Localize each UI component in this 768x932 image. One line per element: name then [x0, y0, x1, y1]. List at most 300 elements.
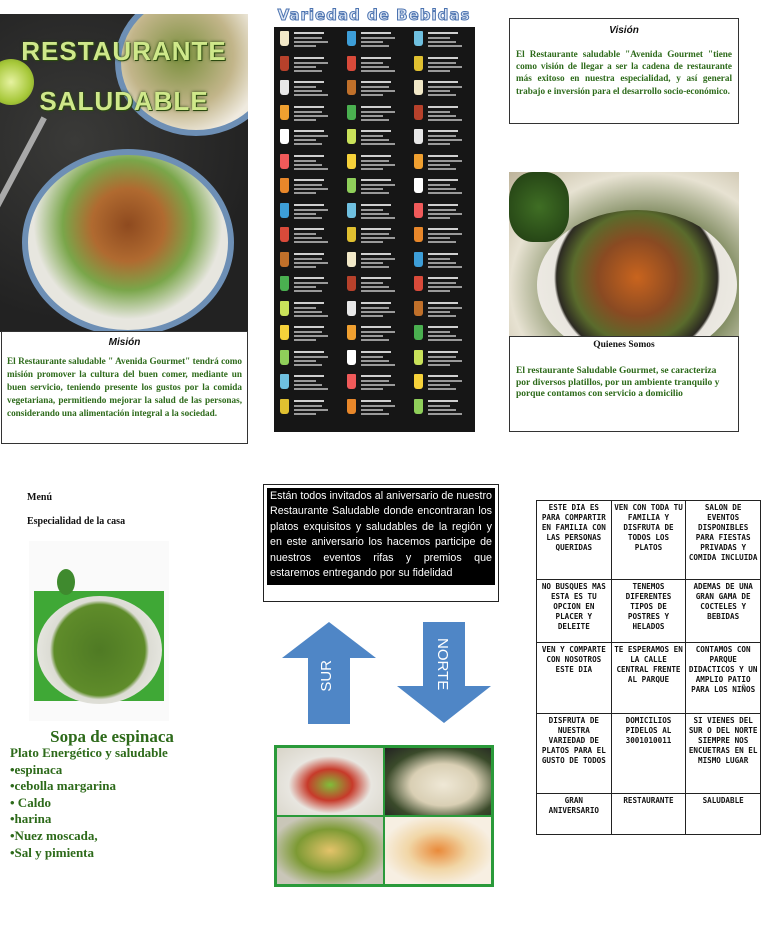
drink-text-line [428, 160, 462, 162]
bowl-top-image [115, 14, 248, 136]
drink-text-line [361, 356, 383, 358]
drink-text-line [294, 90, 322, 92]
stew-bowl-image [537, 210, 737, 337]
drink-glass-icon [414, 301, 423, 316]
drink-text-line [428, 290, 450, 292]
drink-text-line [428, 90, 450, 92]
quienes-title: Quienes Somos [593, 340, 655, 350]
drink-item [408, 248, 475, 273]
drink-glass-icon [347, 56, 356, 71]
drink-text-line [428, 143, 450, 145]
drink-text-line [428, 237, 450, 239]
ingredient-item: •harina [10, 811, 52, 827]
drink-glass-icon [280, 56, 289, 71]
drink-text-line [361, 405, 395, 407]
drink-text-line [361, 168, 383, 170]
drink-text-line [428, 241, 456, 243]
drink-text-line [428, 41, 456, 43]
drink-text-line [428, 266, 462, 268]
drink-text-line [294, 155, 324, 157]
drink-text-line [361, 409, 383, 411]
drink-glass-icon [280, 178, 289, 193]
drink-text-line [361, 217, 395, 219]
drink-text-line [361, 130, 391, 132]
drink-text-line [428, 356, 456, 358]
drink-text-line [294, 233, 316, 235]
drink-item [274, 199, 341, 224]
drink-glass-icon [414, 203, 423, 218]
drink-text-line [361, 400, 391, 402]
drink-text-line [294, 32, 324, 34]
drink-item [274, 76, 341, 101]
drink-text-line [428, 62, 456, 64]
drink-text-line [294, 130, 324, 132]
drink-item [408, 395, 475, 420]
drink-text-line [428, 413, 462, 415]
drink-text-line [294, 192, 316, 194]
drink-text-line [294, 62, 328, 64]
drink-item [408, 52, 475, 77]
drink-text-line [294, 86, 316, 88]
drink-text-line [294, 375, 324, 377]
drink-glass-icon [280, 276, 289, 291]
drink-item [408, 272, 475, 297]
drink-text-line [361, 228, 391, 230]
drink-glass-icon [414, 178, 423, 193]
drink-item [341, 125, 408, 150]
menu-label: Menú [27, 492, 52, 503]
drink-text-line [294, 290, 322, 292]
drinks-column-1 [274, 27, 341, 419]
drink-item [408, 223, 475, 248]
drink-text-line [361, 237, 395, 239]
drink-text-line [294, 335, 328, 337]
drink-item [274, 223, 341, 248]
drink-glass-icon [280, 105, 289, 120]
drink-glass-icon [414, 399, 423, 414]
drink-text-line [428, 388, 456, 390]
drink-text-line [361, 380, 389, 382]
drink-text-line [294, 66, 316, 68]
table-cell: SI VIENES DEL SUR O DEL NORTE SIEMPRE NOS ENCUETRAS EN EL MISMO LUGAR [686, 714, 761, 794]
drink-text-line [361, 384, 395, 386]
soup-bowl-image [37, 596, 162, 704]
drink-text-line [294, 217, 322, 219]
drink-text-line [428, 315, 456, 317]
drinks-menu-image [274, 27, 475, 432]
drink-text-line [294, 143, 322, 145]
drink-text-line [361, 86, 389, 88]
drink-text-line [361, 32, 391, 34]
table-cell: NO BUSQUES MAS ESTA ES TU OPCION EN PLACER Y DELEITE [537, 580, 612, 643]
drink-text-line [294, 164, 322, 166]
table-cell: DISFRUTA DE NUESTRA VARIEDAD DE PLATOS PARA EL GUSTO DE TODOS [537, 714, 612, 794]
drink-text-line [428, 70, 450, 72]
drink-text-line [361, 37, 395, 39]
drink-item [274, 370, 341, 395]
bebidas-title: Variedad de Bebidas [277, 6, 471, 24]
table-cell: VEN CON TODA TU FAMILIA Y DISFRUTA DE TODOS LOS PLATOS [611, 501, 686, 580]
drink-text-line [361, 331, 395, 333]
drink-text-line [428, 282, 456, 284]
drink-text-line [428, 209, 456, 211]
drink-glass-icon [280, 252, 289, 267]
bowl-chicken-image [22, 149, 234, 332]
drink-item [341, 321, 408, 346]
drink-glass-icon [280, 227, 289, 242]
drink-text-line [361, 209, 383, 211]
drink-text-line [428, 326, 458, 328]
table-cell: VEN Y COMPARTE CON NOSOTROS ESTE DIA [537, 643, 612, 714]
drink-text-line [428, 81, 458, 83]
drink-glass-icon [280, 374, 289, 389]
drink-text-line [428, 106, 458, 108]
drink-text-line [294, 57, 324, 59]
drink-text-line [428, 139, 462, 141]
drink-text-line [294, 364, 322, 366]
drink-text-line [294, 160, 316, 162]
vision-box [509, 18, 739, 124]
drink-text-line [361, 360, 389, 362]
drink-glass-icon [347, 31, 356, 46]
greens-image [509, 172, 569, 242]
drink-text-line [294, 400, 324, 402]
drink-text-line [361, 241, 383, 243]
drink-item [341, 76, 408, 101]
drink-item [341, 52, 408, 77]
info-table [536, 500, 761, 835]
drink-text-line [361, 119, 389, 121]
drink-text-line [294, 253, 324, 255]
drink-text-line [428, 307, 462, 309]
drink-text-line [294, 115, 328, 117]
drink-text-line [294, 413, 316, 415]
table-cell: RESTAURANTE [611, 794, 686, 835]
drink-text-line [428, 135, 456, 137]
drink-text-line [361, 155, 391, 157]
table-cell: SALON DE EVENTOS DISPONIBLES PARA FIESTAS PRIVADAS Y COMIDA INCLUIDA [686, 501, 761, 580]
drink-glass-icon [347, 227, 356, 242]
drink-text-line [294, 179, 324, 181]
drink-text-line [428, 258, 450, 260]
drink-glass-icon [347, 80, 356, 95]
drink-text-line [361, 302, 391, 304]
drink-text-line [294, 41, 328, 43]
drink-item [341, 223, 408, 248]
drink-text-line [294, 168, 328, 170]
drink-item [408, 150, 475, 175]
drink-text-line [428, 179, 458, 181]
drink-text-line [361, 253, 391, 255]
drink-text-line [428, 168, 456, 170]
drink-text-line [428, 331, 450, 333]
drink-text-line [361, 192, 389, 194]
drink-text-line [428, 192, 462, 194]
drink-text-line [294, 237, 322, 239]
drink-glass-icon [280, 154, 289, 169]
table-cell: ADEMAS DE UNA GRAN GAMA DE COCTELES Y BEBIDAS [686, 580, 761, 643]
quienes-box [509, 336, 739, 432]
drink-text-line [294, 311, 322, 313]
arrow-left-label: SUR [318, 660, 335, 692]
drink-text-line [361, 388, 383, 390]
drink-text-line [428, 155, 458, 157]
hero-title-line1: RESTAURANTE [21, 36, 227, 66]
drink-text-line [361, 311, 395, 313]
drink-text-line [294, 184, 322, 186]
drink-text-line [361, 184, 395, 186]
drink-text-line [361, 233, 389, 235]
drink-item [341, 248, 408, 273]
ingredient-item: •espinaca [10, 761, 63, 777]
drink-text-line [294, 307, 316, 309]
vegetable-stew-photo [509, 172, 739, 337]
drink-glass-icon [280, 301, 289, 316]
drink-text-line [361, 179, 391, 181]
drink-text-line [294, 204, 324, 206]
drink-glass-icon [414, 105, 423, 120]
drink-text-line [361, 262, 383, 264]
vision-title: Visión [609, 25, 639, 36]
drink-text-line [428, 405, 450, 407]
drink-text-line [428, 115, 456, 117]
drink-text-line [428, 277, 458, 279]
drink-item [408, 174, 475, 199]
drink-glass-icon [347, 154, 356, 169]
drink-text-line [361, 277, 391, 279]
stuffed-pepper-photo [277, 817, 383, 884]
drink-text-line [428, 339, 462, 341]
food-photo-grid [274, 745, 494, 887]
drink-text-line [294, 119, 316, 121]
drink-glass-icon [414, 154, 423, 169]
drink-text-line [361, 290, 395, 292]
drink-text-line [428, 400, 458, 402]
drink-text-line [294, 277, 324, 279]
table-cell: GRAN ANIVERSARIO [537, 794, 612, 835]
drink-text-line [361, 266, 389, 268]
drink-text-line [361, 413, 389, 415]
drink-text-line [428, 37, 450, 39]
drink-text-line [294, 188, 328, 190]
drink-text-line [428, 364, 450, 366]
mision-title: Misión [108, 337, 141, 348]
drink-text-line [294, 326, 324, 328]
drink-glass-icon [414, 31, 423, 46]
drink-text-line [294, 81, 324, 83]
drink-text-line [294, 302, 324, 304]
drink-item [274, 346, 341, 371]
drink-text-line [428, 351, 458, 353]
drink-text-line [361, 213, 389, 215]
drink-text-line [361, 335, 383, 337]
drink-text-line [361, 111, 395, 113]
drink-item [408, 199, 475, 224]
drink-item [341, 370, 408, 395]
drink-text-line [428, 233, 462, 235]
drink-text-line [428, 164, 450, 166]
drink-text-line [361, 115, 383, 117]
drink-text-line [361, 286, 389, 288]
dish-title: Sopa de espinaca [50, 727, 174, 746]
drink-text-line [428, 375, 458, 377]
drink-text-line [294, 409, 328, 411]
drink-text-line [428, 57, 458, 59]
drink-text-line [428, 335, 456, 337]
mision-text: El Restaurante saludable " Avenida Gourmet" tendrá como misión promover la cultura del buen comer, mediante un buen servicio, teniendo presente los gustos por la comida vegetariana, permitiendo mejorar la salud de las personas, considerando una alimentación integral a la sociedad. [7, 356, 242, 418]
drink-text-line [361, 339, 389, 341]
table-cell: SALUDABLE [686, 794, 761, 835]
drink-text-line [361, 375, 391, 377]
drink-text-line [361, 66, 389, 68]
drink-item [274, 125, 341, 150]
drink-text-line [428, 111, 450, 113]
table-cell: TE ESPERAMOS EN LA CALLE CENTRAL FRENTE AL PARQUE [611, 643, 686, 714]
drink-text-line [294, 384, 322, 386]
salad-photo [277, 748, 383, 815]
drink-text-line [294, 106, 324, 108]
drink-text-line [294, 266, 316, 268]
drink-item [274, 150, 341, 175]
drink-text-line [294, 356, 328, 358]
hero-food-photo [0, 14, 248, 332]
drink-glass-icon [347, 178, 356, 193]
mision-box [1, 331, 248, 444]
drink-text-line [294, 241, 328, 243]
drink-text-line [294, 282, 328, 284]
drink-text-line [428, 204, 458, 206]
drink-text-line [294, 45, 316, 47]
ingredient-item: •Sal y pimienta [10, 844, 95, 860]
drink-item [274, 174, 341, 199]
drink-glass-icon [280, 31, 289, 46]
carrot-cake-photo [385, 817, 491, 884]
drink-glass-icon [280, 399, 289, 414]
drink-text-line [294, 339, 316, 341]
drink-text-line [428, 86, 462, 88]
drink-text-line [361, 351, 391, 353]
drink-text-line [294, 139, 316, 141]
drink-text-line [428, 380, 462, 382]
drink-text-line [361, 282, 383, 284]
drink-glass-icon [414, 350, 423, 365]
drink-glass-icon [414, 227, 423, 242]
drink-text-line [428, 217, 450, 219]
drink-text-line [361, 62, 383, 64]
drink-text-line [294, 262, 328, 264]
drink-text-line [361, 90, 395, 92]
drink-glass-icon [414, 374, 423, 389]
table-cell: ESTE DIA ES PARA COMPARTIR EN FAMILIA CON LAS PERSONAS QUERIDAS [537, 501, 612, 580]
drink-glass-icon [414, 80, 423, 95]
drink-text-line [361, 70, 395, 72]
drink-text-line [428, 360, 462, 362]
drink-text-line [294, 209, 328, 211]
drink-text-line [428, 302, 458, 304]
table-cell: CONTAMOS CON PARQUE DIDACTICOS Y UN AMPLIO PATIO PARA LOS NIÑOS [686, 643, 761, 714]
dish-subtitle: Plato Energético y saludable [10, 745, 168, 760]
invitation-text: Están todos invitados al aniversario de nuestro Restaurante Saludable donde encontraran los platos exquisitos y saludables de la región y en este aniversario los hacemos participe de nuestros eventos rifas y premios que estaremos entregando por su fidelidad [267, 488, 495, 585]
drink-glass-icon [280, 350, 289, 365]
drink-glass-icon [347, 399, 356, 414]
quienes-text: El restaurante Saludable Gourmet, se caracteriza por diversos platillos, por un ambiente tranquilo y porque contamos con servicio a domicilio [516, 366, 720, 400]
drink-text-line [294, 135, 328, 137]
drink-text-line [294, 228, 324, 230]
ingredient-item: • Caldo [10, 794, 52, 810]
ingredients-list [10, 745, 240, 861]
drink-glass-icon [280, 80, 289, 95]
drink-item [408, 370, 475, 395]
drink-text-line [428, 119, 462, 121]
drink-text-line [428, 66, 462, 68]
drink-glass-icon [347, 350, 356, 365]
drink-text-line [361, 164, 395, 166]
drink-glass-icon [414, 325, 423, 340]
drink-glass-icon [280, 325, 289, 340]
drink-text-line [361, 81, 391, 83]
drink-item [341, 174, 408, 199]
drink-text-line [361, 364, 395, 366]
drink-text-line [294, 380, 316, 382]
drink-text-line [294, 94, 328, 96]
drink-text-line [361, 135, 383, 137]
drink-item [274, 52, 341, 77]
drink-text-line [361, 204, 391, 206]
invitation-box [263, 484, 499, 602]
drink-text-line [428, 253, 458, 255]
drink-item [274, 101, 341, 126]
drinks-column-2 [341, 27, 408, 419]
drink-text-line [361, 41, 383, 43]
drink-item [274, 297, 341, 322]
drink-glass-icon [280, 203, 289, 218]
drink-item [341, 27, 408, 52]
drink-item [341, 101, 408, 126]
drink-text-line [361, 315, 383, 317]
drink-text-line [428, 130, 458, 132]
drink-glass-icon [347, 105, 356, 120]
drink-glass-icon [414, 252, 423, 267]
drink-glass-icon [347, 301, 356, 316]
drink-text-line [361, 94, 383, 96]
drink-text-line [294, 37, 322, 39]
drink-text-line [294, 286, 316, 288]
drink-text-line [428, 184, 450, 186]
drink-text-line [294, 331, 322, 333]
ingredient-item: •cebolla margarina [10, 778, 117, 794]
drink-text-line [361, 143, 395, 145]
drink-item [274, 272, 341, 297]
drink-text-line [294, 315, 328, 317]
drink-item [341, 150, 408, 175]
cream-soup-photo [385, 748, 491, 815]
drink-text-line [361, 57, 391, 59]
drink-item [341, 297, 408, 322]
drink-item [341, 346, 408, 371]
drink-text-line [361, 160, 389, 162]
drink-glass-icon [347, 374, 356, 389]
drink-item [408, 346, 475, 371]
drink-text-line [428, 286, 462, 288]
drink-text-line [294, 388, 328, 390]
drink-glass-icon [280, 129, 289, 144]
drink-glass-icon [414, 276, 423, 291]
drink-item [408, 321, 475, 346]
drink-text-line [428, 384, 450, 386]
drink-text-line [428, 262, 456, 264]
basil-leaf-image [57, 569, 75, 595]
drink-item [274, 395, 341, 420]
